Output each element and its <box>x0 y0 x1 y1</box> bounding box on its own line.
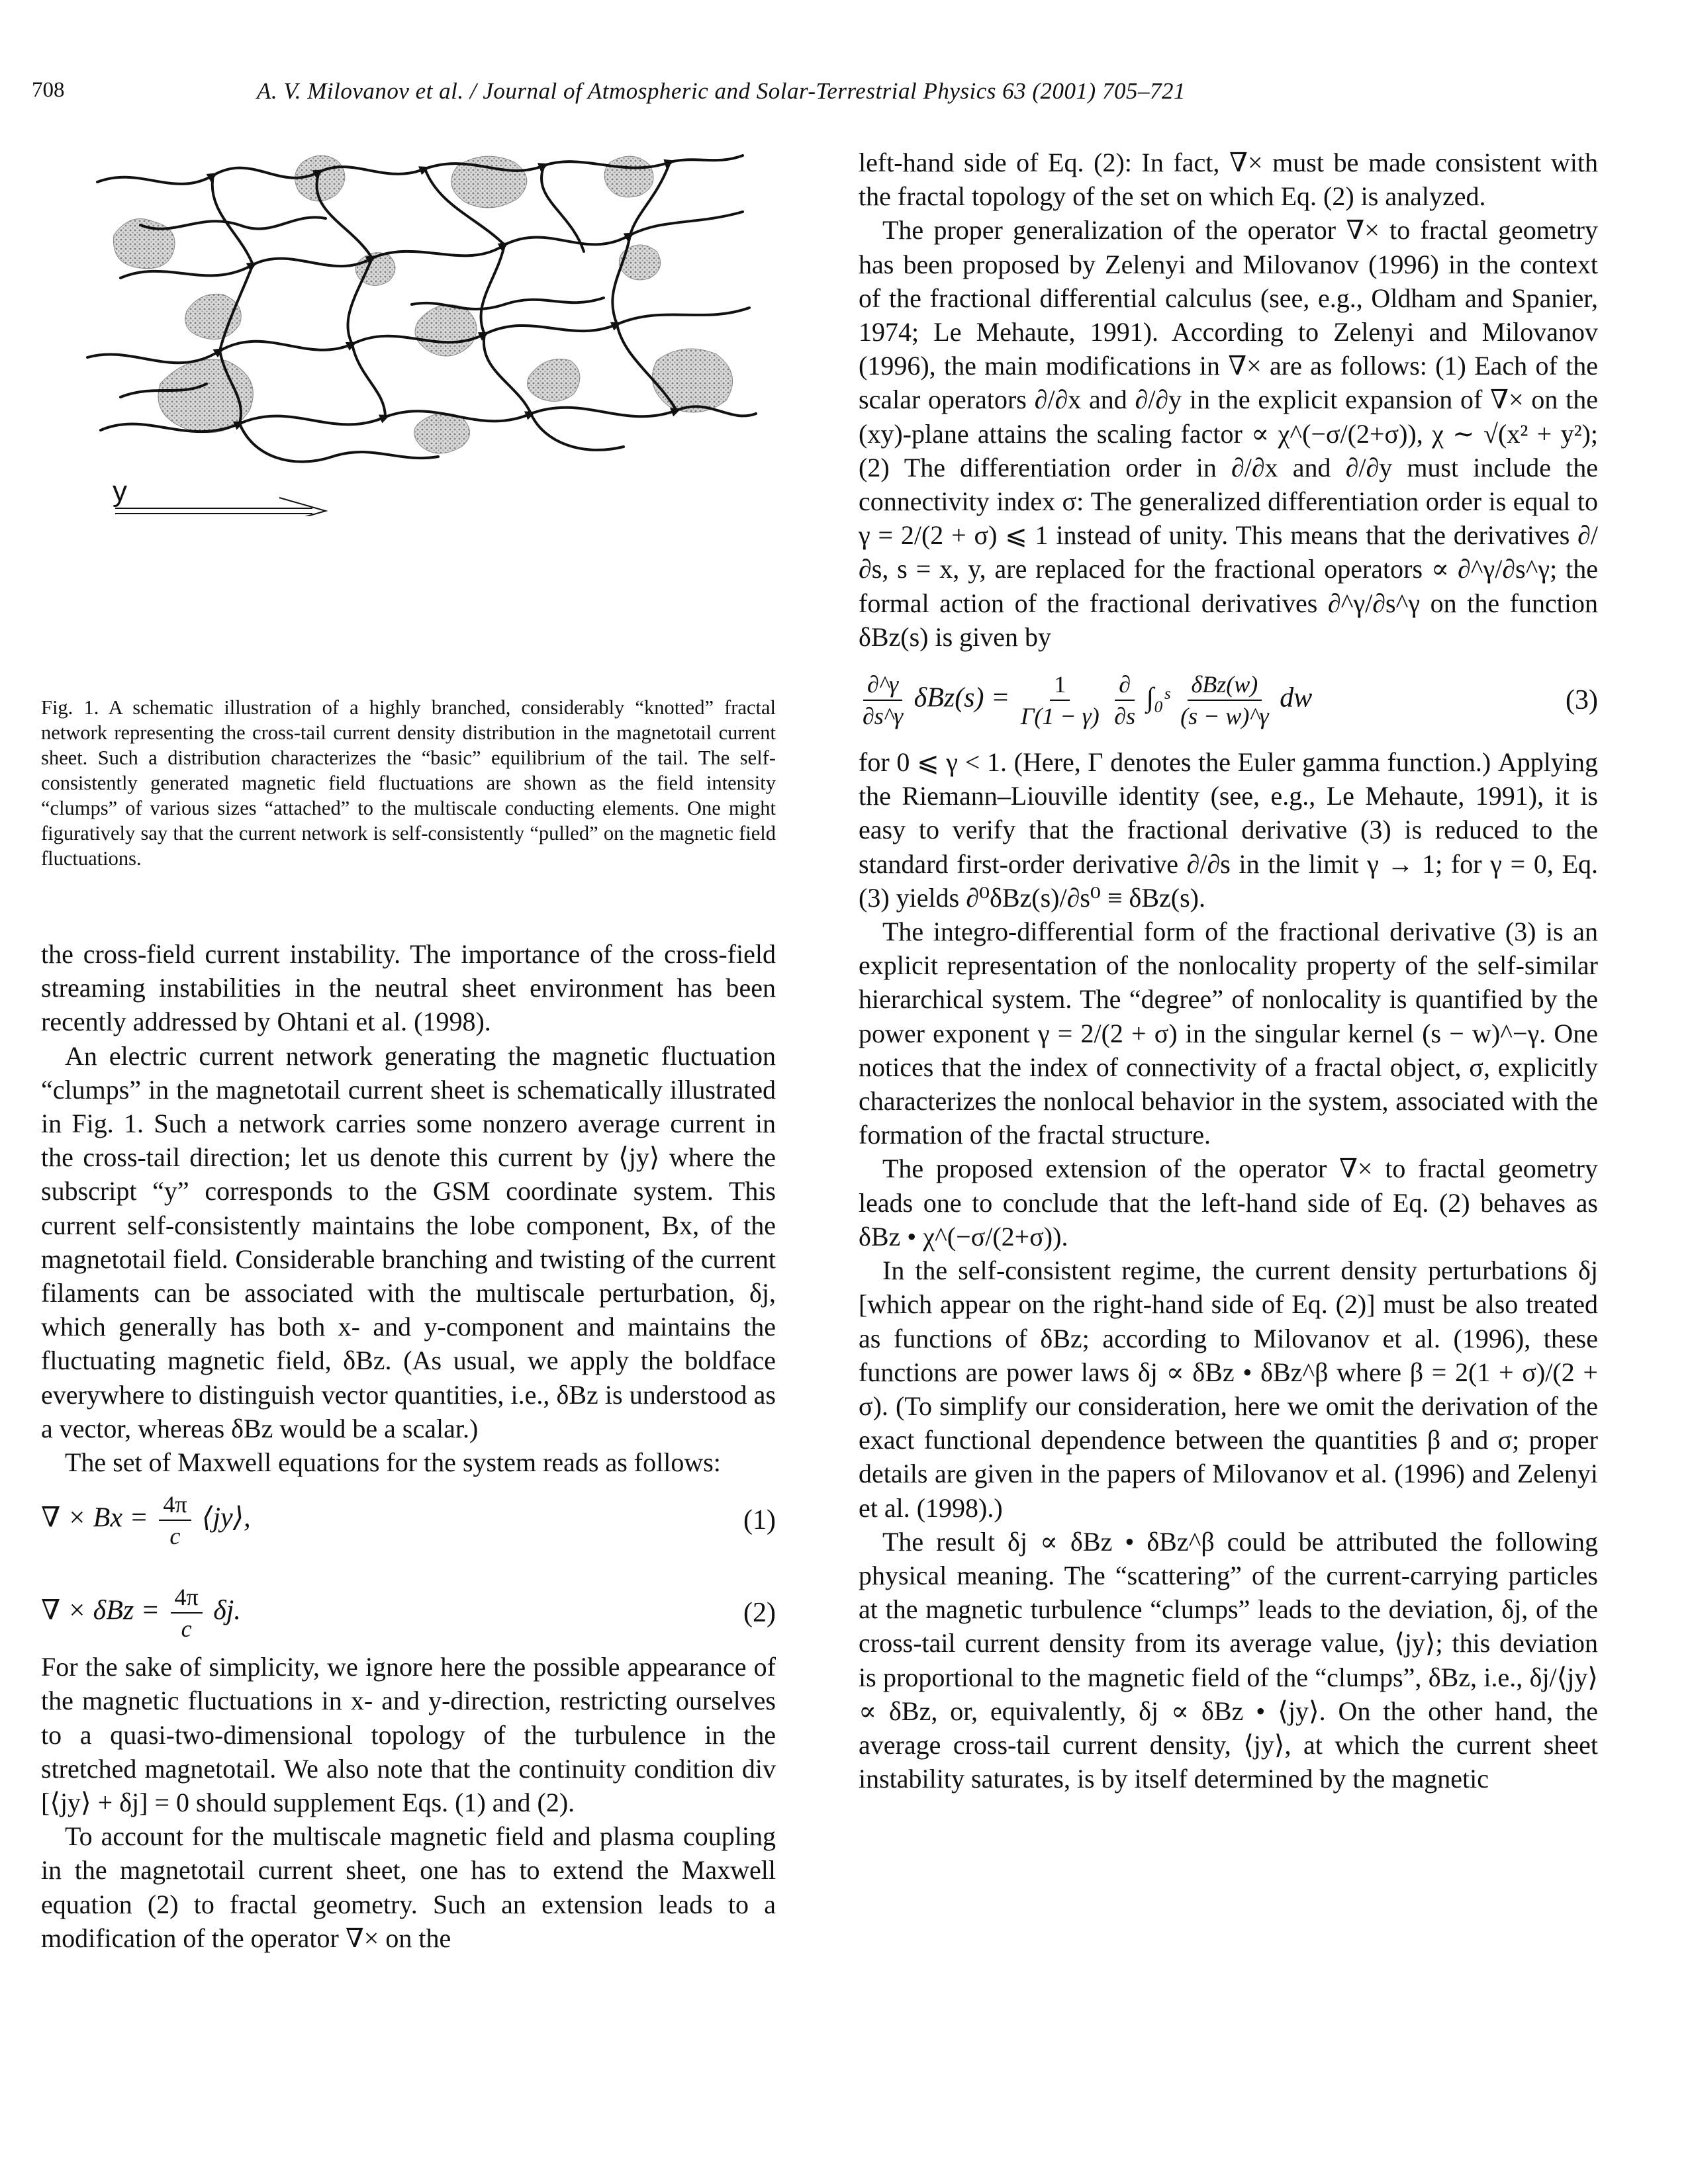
clump <box>604 156 653 197</box>
clump <box>415 305 477 357</box>
eq3-kernel-fraction <box>1180 670 1269 730</box>
eq3-lhs-denominator: ∂s^γ <box>863 703 904 730</box>
equation-2 <box>41 1581 776 1645</box>
clump <box>527 359 580 402</box>
branch-line <box>481 245 504 334</box>
page-number: 708 <box>32 78 65 102</box>
eq3-lhs-fraction <box>863 670 903 730</box>
right-column <box>859 146 1598 1796</box>
equation-2-label: (2) <box>743 1598 776 1629</box>
paragraph: To account for the multiscale magnetic field and plasma coupling in the magnetotail current sheet, one has to extend the Maxwell equation (2) to fractal geometry. Such an extension leads to a modification of the operator ∇× on the <box>41 1821 776 1953</box>
left-body-text <box>41 937 776 1955</box>
equation-3-label: (3) <box>1566 685 1598 716</box>
eq1-fraction-numerator: 4π <box>159 1490 191 1521</box>
eq2-lhs: ∇ × δBz = <box>41 1595 160 1626</box>
clump <box>652 349 732 412</box>
right-body-text <box>859 146 1598 1796</box>
eq3-tail: dw <box>1280 682 1313 713</box>
eq3-coefficient-fraction <box>1021 670 1100 730</box>
paragraph: In the self-consistent regime, the current density perturbations δj [which appear on the right-hand side of Eq. (2)] must be also treated as functions of δBz; according to Milovanov et al. (1996), these functions are power laws δj ∝ δBz • δBz^β where β = 2(1 + σ)/(2 + σ). (To simplify our consideration, here we omit the derivation of the exact functional dependence between the quantities β and σ; proper details are given in the papers of Milovanov et al. (1996) and Zelenyi et al. (1998).) <box>859 1255 1598 1523</box>
paragraph: The proper generalization of the operator ∇× to fractal geometry has been proposed by Zelenyi and Milovanov (1996) in the context of the fractional differential calculus (see, e.g., Oldham and Spanier, 1974; Le Mehaute, 1991). According to Zelenyi and Milovanov (1996), the main modifications in ∇× are as follows: (1) Each of the scalar operators ∂/∂x and ∂/∂y in the explicit expansion of ∇× on the (xy)-plane attains the scaling factor ∝ χ^(−σ/(2+σ)), χ ∼ √(x² + y²); (2) The differentiation order in ∂/∂x and ∂/∂y must include the connectivity index σ: The generalized differentiation order is equal to γ = 2/(2 + σ) ⩽ 1 instead of unity. This means that the derivatives ∂/∂s, s = x, y, are replaced for the fractional operators ∝ ∂^γ/∂s^γ; the formal action of the fractional derivatives ∂^γ/∂s^γ on the function δBz(s) is given by <box>859 215 1598 652</box>
running-head: A. V. Milovanov et al. / Journal of Atmospheric and Solar-Terrestrial Physics 63 (2001) 705–721 <box>257 78 1186 104</box>
equation-1-expression <box>41 1490 723 1550</box>
branch-line <box>612 235 630 324</box>
branch-line <box>484 334 531 414</box>
equation-2-expression <box>41 1583 723 1643</box>
figure-caption: Fig. 1. A schematic illustration of a highly branched, considerably “knotted” fractal network representing the cross-tail current density distribution in the magnetotail current sheet. Such a distribution characterizes the “basic” equilibrium of the tail. The self-consistently generated magnetic field fluctuations are shown as the field intensity “clumps” of various sizes “attached” to the multiscale conducting elements. One might figuratively say that the current network is self-consistently “pulled” on the magnetic field fluctuations. <box>41 696 776 870</box>
eq2-fraction-denominator: c <box>181 1615 192 1643</box>
paragraph: For the sake of simplicity, we ignore here the possible appearance of the magnetic fluctuations in x- and y-direction, restricting ourselves to a quasi-two-dimensional topology of the turbulence in the stretched magnetotail. We also note that the continuity condition div [⟨jy⟩ + δj] = 0 should supplement Eqs. (1) and (2). <box>41 1652 776 1818</box>
branch-line <box>531 414 624 450</box>
equation-1-label: (1) <box>743 1505 776 1536</box>
y-axis-arrow <box>115 498 326 516</box>
paragraph: for 0 ⩽ γ < 1. (Here, Γ denotes the Euler gamma function.) Applying the Riemann–Liouville identity (see, e.g., Le Mehaute, 1991), it is easy to verify that the fractional derivative (3) is reduced to the standard first-order derivative ∂/∂s in the limit γ → 1; for γ = 0, Eq. (3) yields ∂⁰δBz(s)/∂s⁰ ≡ δBz(s). <box>859 747 1598 913</box>
branch-line <box>352 344 385 417</box>
eq3-middle: δBz(s) = <box>914 682 1010 713</box>
eq1-lhs: ∇ × Bx = <box>41 1502 148 1533</box>
equation-3 <box>859 660 1598 740</box>
paragraph: The integro-differential form of the fractional derivative (3) is an explicit representation of the nonlocality property of the self-similar hierarchical system. The “degree” of nonlocality is quantified by the power exponent γ = 2/(2 + σ) in the singular kernel (s − w)^−γ. One notices that the index of connectivity of a fractal object, σ, explicitly characterizes the nonlocal behavior in the system, associated with the formation of the fractal structure. <box>859 917 1598 1150</box>
fractal-network-diagram <box>41 146 776 516</box>
left-column <box>41 146 776 1955</box>
eq3-kernel-numerator: δBz(w) <box>1188 670 1262 701</box>
paragraph: the cross-field current instability. The importance of the cross-field streaming instabilities in the neutral sheet environment has been recently addressed by Ohtani et al. (1998). <box>41 939 776 1037</box>
eq3-derivative-denominator: ∂s <box>1114 703 1136 730</box>
clump <box>414 413 470 453</box>
eq3-lhs-numerator: ∂^γ <box>863 670 902 701</box>
clump <box>185 294 241 339</box>
eq3-integral: ∫₀ˢ <box>1146 682 1170 713</box>
paragraph: An electric current network generating the magnetic fluctuation “clumps” in the magnetotail current sheet is schematically illustrated in Fig. 1. Such a network carries some nonzero average current in the cross-tail direction; let us denote this current by ⟨jy⟩ where the subscript “y” corresponds to the GSM coordinate system. This current self-consistently maintains the lobe component, Bx, of the magnetotail field. Considerable branching and twisting of the current filaments can be associated with the multiscale perturbation, δj, which generally has both x- and y-component and maintains the fluctuating magnetic field, δBz. (As usual, we apply the boldface everywhere to distinguish vector quantities, i.e., δBz is understood as a vector, whereas δBz would be a scalar.) <box>41 1040 776 1443</box>
eq2-fraction-numerator: 4π <box>171 1583 203 1614</box>
eq1-rhs: ⟨jy⟩, <box>202 1502 251 1533</box>
branch-line <box>140 217 326 228</box>
eq3-coefficient-numerator: 1 <box>1050 670 1070 701</box>
paragraph: left-hand side of Eq. (2): In fact, ∇× must be made consistent with the fractal topology of the set on which Eq. (2) is analyzed. <box>859 148 1598 212</box>
eq3-coefficient-denominator: Γ(1 − γ) <box>1020 703 1100 730</box>
y-axis-label: y <box>113 475 127 508</box>
equation-3-expression <box>859 670 1545 730</box>
equation-1 <box>41 1488 776 1552</box>
eq1-fraction-denominator: c <box>169 1523 181 1550</box>
field-clumps <box>114 156 733 453</box>
eq1-fraction <box>159 1490 191 1550</box>
eq2-fraction <box>171 1583 203 1643</box>
paragraph: The set of Maxwell equations for the system reads as follows: <box>65 1447 721 1478</box>
eq3-derivative-fraction <box>1114 670 1135 730</box>
page-header <box>32 78 1634 118</box>
eq2-rhs: δj. <box>213 1595 241 1626</box>
eq3-kernel-denominator: (s − w)^γ <box>1180 703 1269 730</box>
eq3-derivative-numerator: ∂ <box>1115 670 1135 701</box>
paragraph: The proposed extension of the operator ∇× to fractal geometry leads one to conclude that the left-hand side of Eq. (2) behaves as δBz • χ^(−σ/(2+σ)). <box>859 1154 1598 1251</box>
paragraph: The result δj ∝ δBz • δBz^β could be attributed the following physical meaning. The “scattering” of the current-carrying particles at the magnetic turbulence “clumps” leads to the deviation, δj, of the cross-tail current density from its average value, ⟨jy⟩; this deviation is proportional to the magnetic field of the “clumps”, δBz, i.e., δj/⟨jy⟩ ∝ δBz, or, equivalently, δj ∝ δBz • ⟨jy⟩. On the other hand, the average cross-tail current density, ⟨jy⟩, at which the current sheet instability saturates, is by itself determined by the magnetic <box>859 1526 1598 1794</box>
figure-1 <box>41 146 776 536</box>
branch-line <box>240 424 438 462</box>
